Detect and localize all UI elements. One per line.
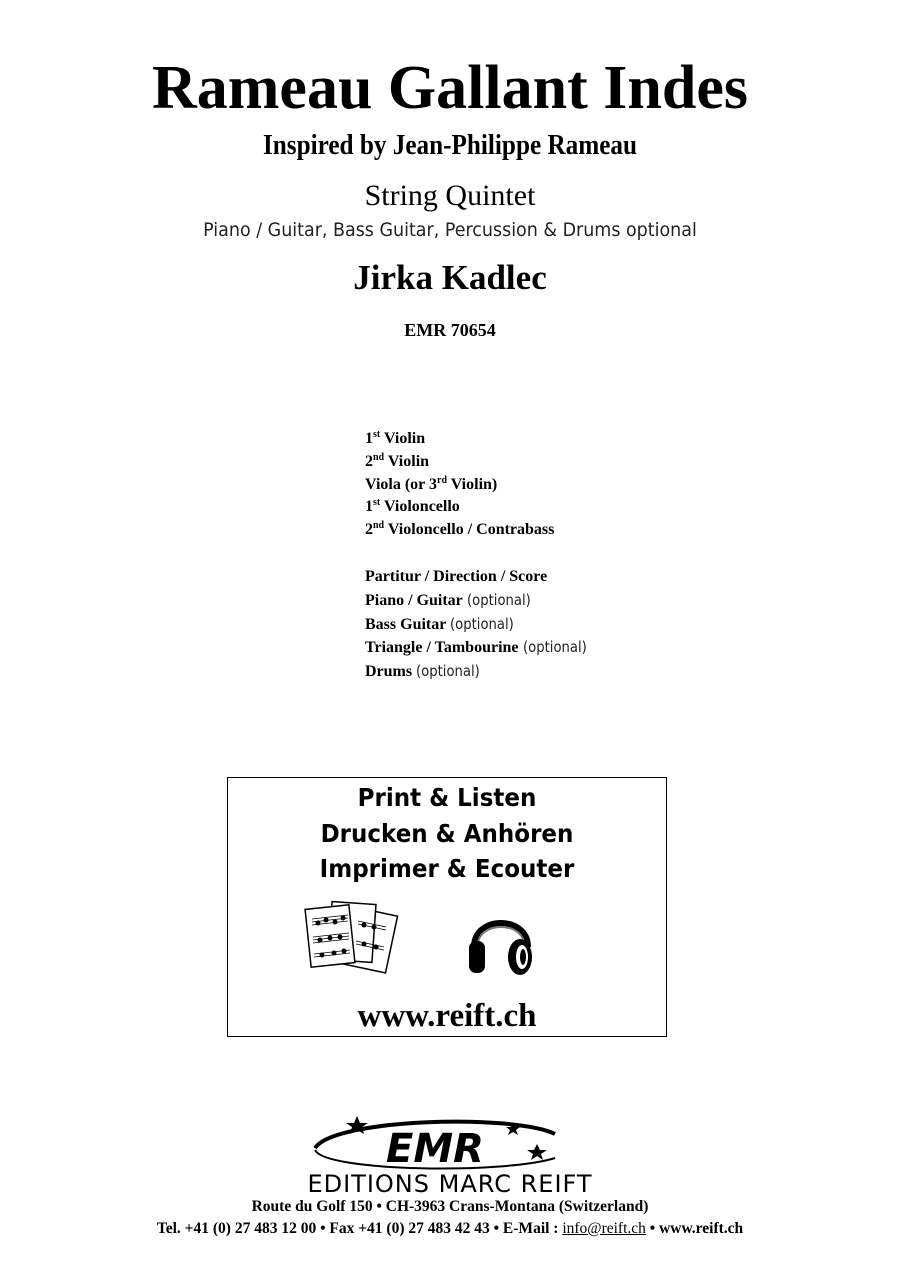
sheet-music-icon	[300, 897, 412, 979]
catalog-number: EMR 70654	[404, 320, 496, 340]
publisher-address: Route du Golf 150 • CH-3963 Crans-Montana (Switzerland)	[251, 1198, 649, 1215]
score-subtitle: Inspired by Jean-Philippe Rameau	[262, 130, 638, 161]
part-item: 1st Violoncello	[365, 497, 460, 516]
promo-line-german: Drucken & Anhören	[320, 819, 574, 848]
logo-text: EMR	[386, 1126, 484, 1172]
print-listen-box	[227, 777, 667, 1037]
optional-instruments: Piano / Guitar, Bass Guitar, Percussion & Drums optional	[203, 219, 697, 241]
promo-url-link[interactable]: www.reift.ch	[357, 998, 537, 1034]
publisher-name: EDITIONS MARC REIFT	[307, 1170, 593, 1196]
composer: Jirka Kadlec	[353, 258, 547, 297]
parts-list	[365, 428, 595, 684]
part-item: Viola (or 3rd Violin)	[365, 474, 498, 493]
promo-line-english: Print & Listen	[357, 783, 537, 812]
headphones-icon	[466, 901, 536, 979]
publisher-contact: Tel. +41 (0) 27 483 12 00 • Fax +41 (0) 27 483 42 43 • E-Mail : info@reift.ch • www.reift.ch	[156, 1220, 744, 1237]
email-link[interactable]: info@reift.ch	[562, 1220, 646, 1237]
extra-part-item: Triangle / Tambourine (optional)	[365, 638, 587, 657]
part-item: 2nd Violin	[365, 451, 430, 470]
extra-part-item: Partitur / Direction / Score	[365, 567, 548, 585]
score-title: Rameau Gallant Indes	[152, 54, 748, 122]
extra-part-item: Piano / Guitar (optional)	[365, 590, 531, 609]
extra-part-item: Bass Guitar (optional)	[365, 614, 515, 633]
ensemble: String Quintet	[364, 179, 536, 212]
promo-line-french: Imprimer & Ecouter	[319, 854, 575, 883]
emr-logo	[255, 1108, 645, 1196]
part-item: 2nd Violoncello / Contrabass	[365, 520, 555, 539]
extra-part-item: Drums (optional)	[365, 662, 480, 681]
part-item: 1st Violin	[365, 429, 426, 447]
